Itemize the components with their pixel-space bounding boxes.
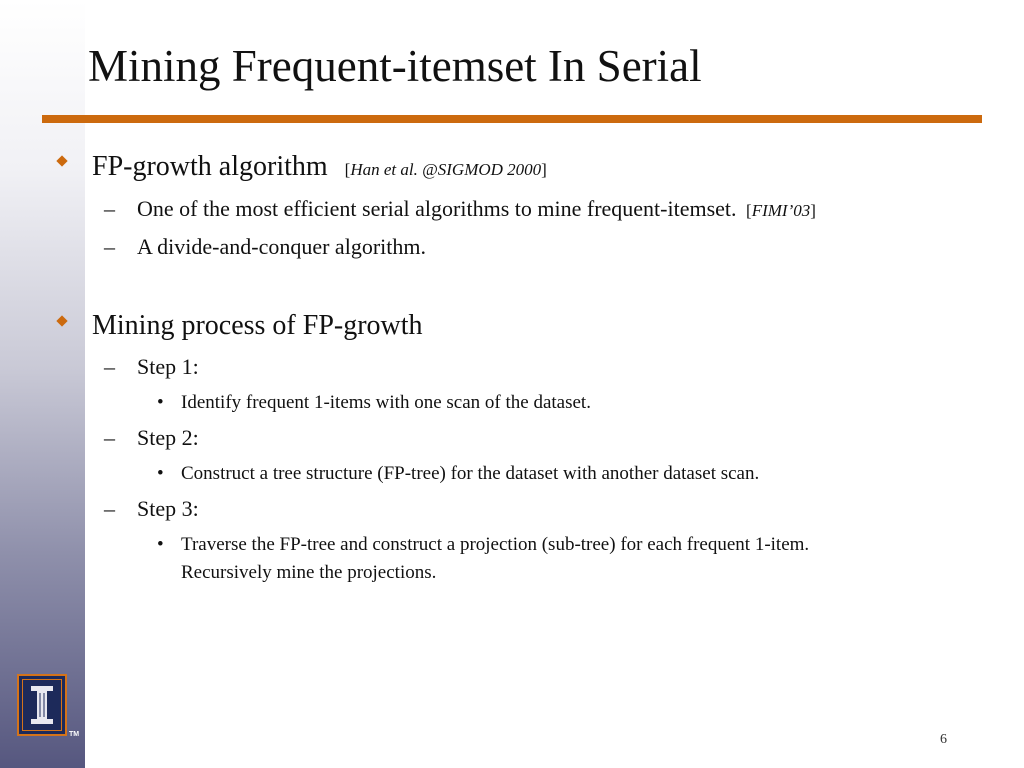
dash-marker: –	[104, 425, 115, 450]
citation-close: ]	[810, 201, 816, 220]
dash-marker: –	[104, 234, 115, 259]
sub-bullet-efficient	[137, 196, 816, 224]
sub-bullet-divide-conquer	[137, 234, 426, 260]
title-divider	[42, 115, 982, 123]
bullet-text: FP-growth algorithm	[92, 151, 328, 182]
citation-text: Han et al. @SIGMOD 2000	[350, 160, 542, 179]
sub-bullet-step-3	[137, 496, 199, 522]
university-logo-icon	[17, 674, 67, 736]
sub-bullet-text: One of the most efficient serial algorithms to mine frequent-itemset.	[137, 196, 737, 221]
dot-marker: •	[157, 534, 164, 555]
sub-bullet-text: Step 3:	[137, 496, 199, 521]
sub-bullet-step-1	[137, 354, 199, 380]
citation	[345, 160, 547, 179]
detail-step-2	[181, 462, 759, 485]
slide-title: Mining Frequent-itemset In Serial	[88, 41, 702, 91]
detail-text: Construct a tree structure (FP-tree) for the dataset with another dataset scan.	[181, 463, 760, 484]
detail-text: Identify frequent 1-items with one scan of the dataset.	[181, 392, 591, 413]
citation-open: [	[344, 160, 351, 179]
citation-open: [	[746, 201, 752, 220]
dot-marker: •	[157, 463, 164, 484]
citation-text: FIMI’03	[751, 201, 811, 220]
detail-step-3-line-2	[181, 561, 436, 584]
detail-text: Traverse the FP-tree and construct a projection (sub-tree) for each frequent 1-item.	[181, 534, 810, 555]
detail-step-3-line-1	[181, 533, 809, 556]
sub-bullet-text: Step 1:	[137, 354, 199, 379]
block-i-icon	[19, 676, 65, 734]
sub-bullet-step-2	[137, 425, 199, 451]
dash-marker: –	[104, 496, 115, 521]
trademark-label: TM	[69, 731, 80, 738]
page-number: 6	[940, 732, 947, 747]
bullet-fp-growth	[92, 151, 547, 186]
detail-text: Recursively mine the projections.	[181, 562, 437, 583]
bullet-mining-process	[92, 310, 423, 342]
sub-bullet-text: A divide-and-conquer algorithm.	[137, 234, 426, 259]
citation	[746, 201, 816, 220]
citation-close: ]	[541, 160, 547, 179]
detail-step-1	[181, 391, 591, 414]
bullet-text: Mining process of FP-growth	[92, 310, 423, 341]
dash-marker: –	[104, 196, 115, 221]
sub-bullet-text: Step 2:	[137, 425, 199, 450]
dot-marker: •	[157, 392, 164, 413]
dash-marker: –	[104, 354, 115, 379]
